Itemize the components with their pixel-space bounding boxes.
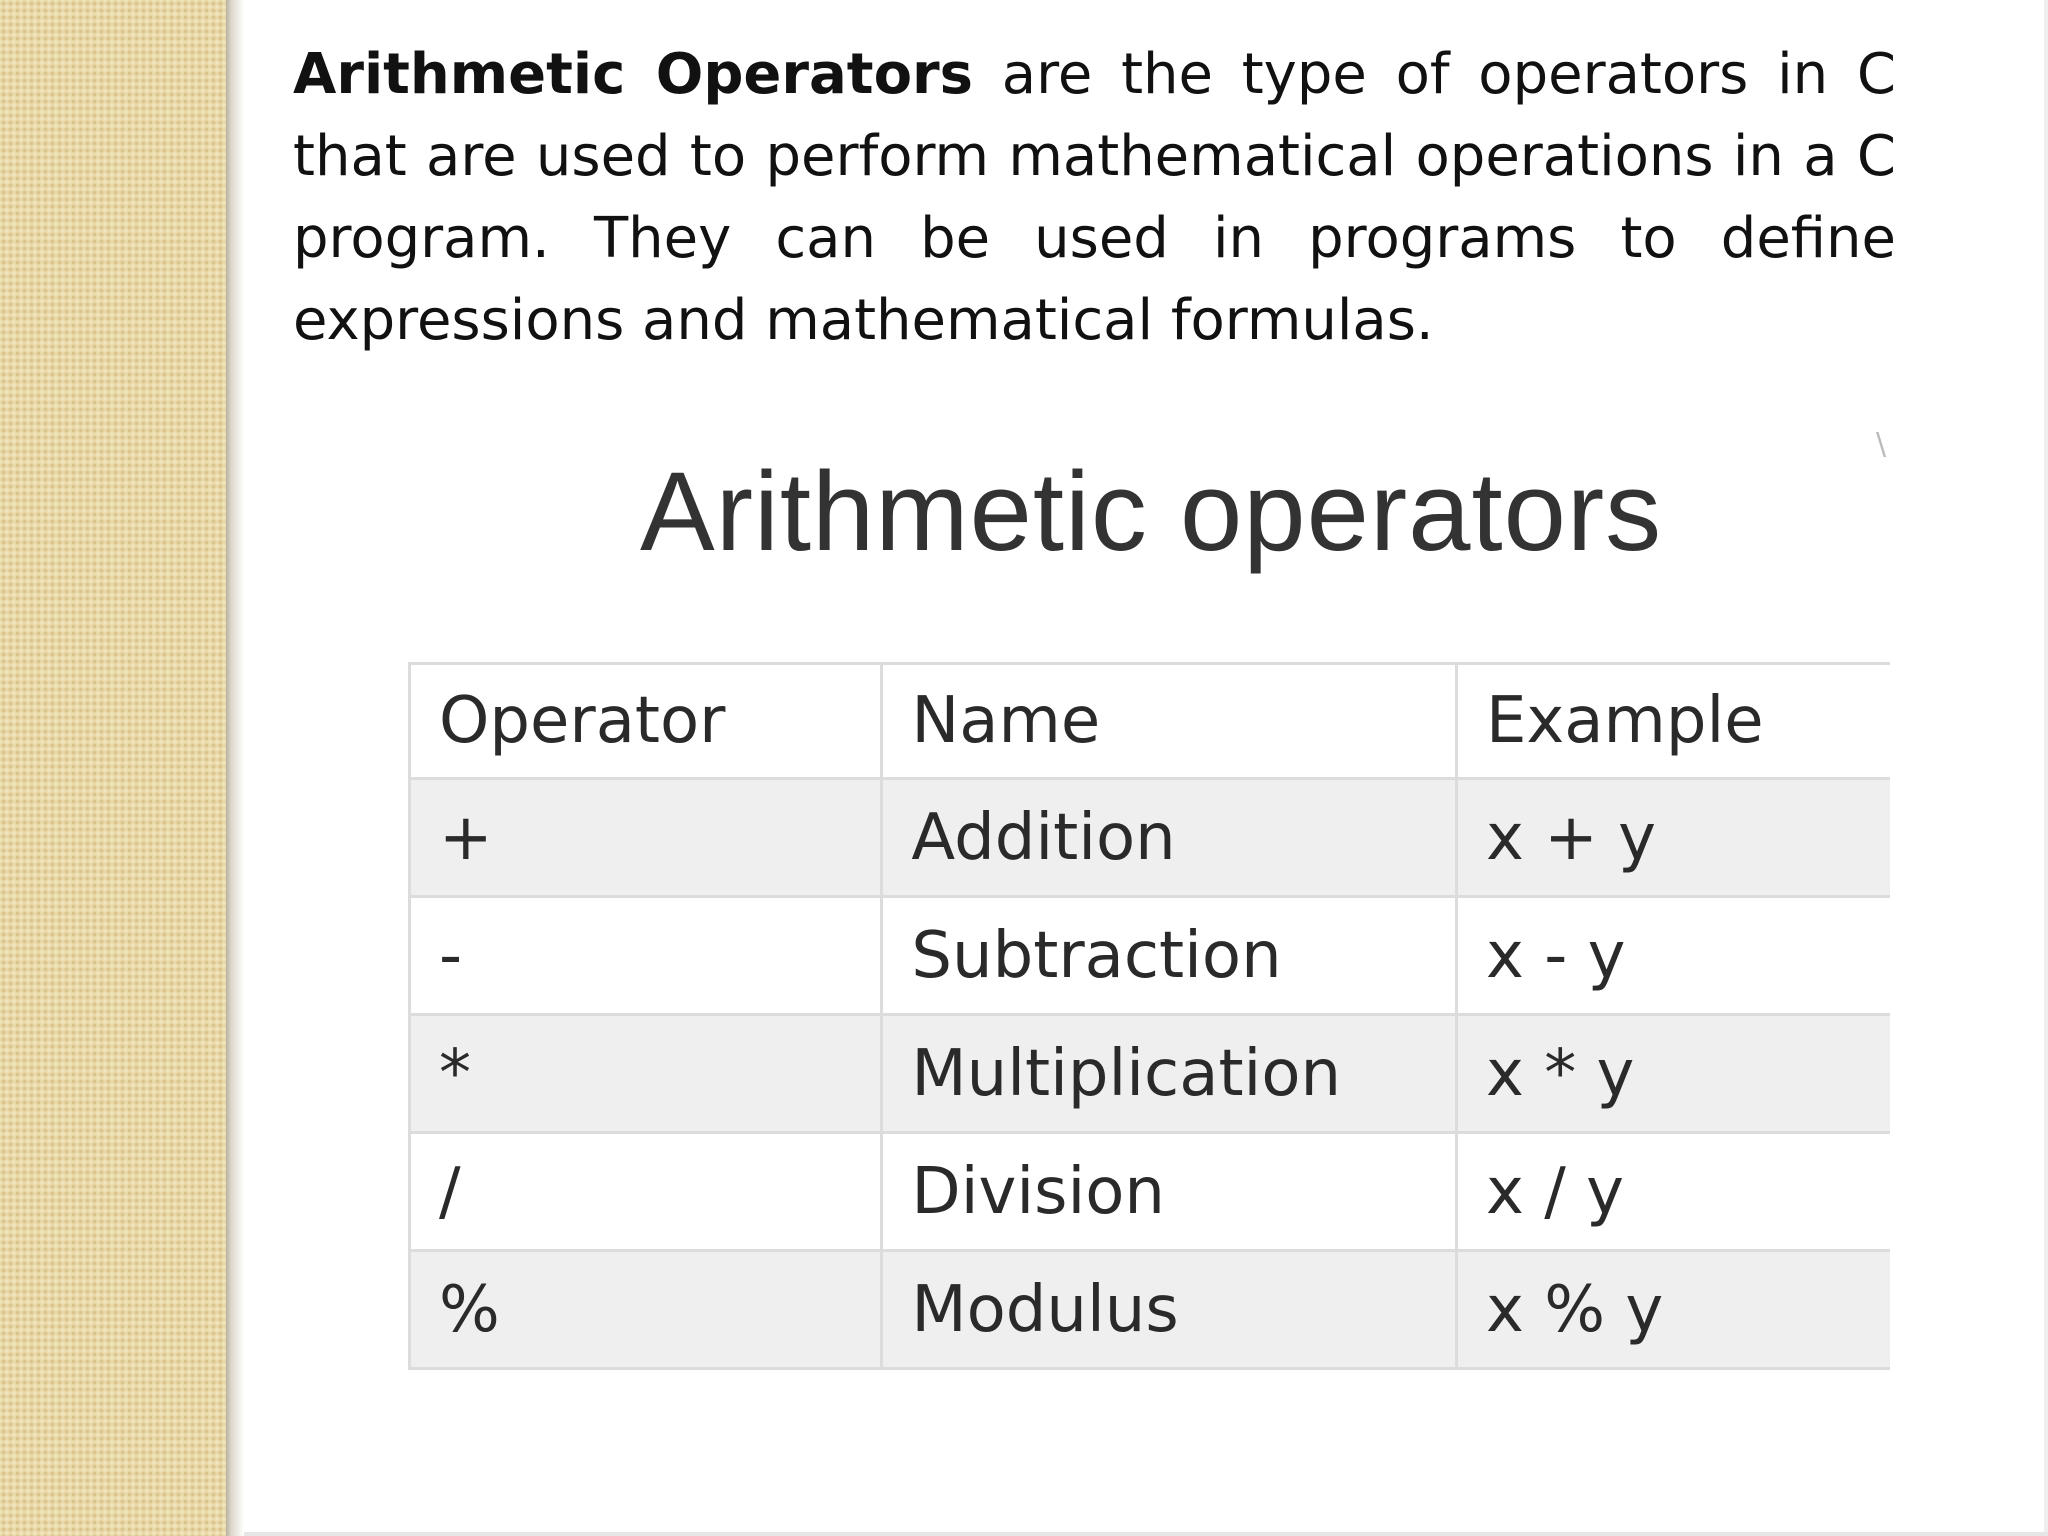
intro-text: are the type of operators in C that are used to perform mathematical operations in a C program. They can be used in programs to define expressions and mathematical formulas. [293, 42, 1896, 353]
side-strip-shadow [226, 0, 244, 1536]
cell-example: x * y [1456, 1015, 1890, 1133]
table-header-row [410, 664, 1891, 779]
cell-name: Division [882, 1133, 1457, 1251]
cell-operator: + [410, 779, 882, 897]
intro-term: Arithmetic Operators [293, 42, 973, 107]
operators-table [408, 662, 1890, 1370]
cell-operator: - [410, 897, 882, 1015]
bottom-edge-line [244, 1532, 2048, 1536]
header-name: Name [882, 664, 1457, 779]
cell-example: x / y [1456, 1133, 1890, 1251]
table-row [410, 1015, 1891, 1133]
cell-name: Subtraction [882, 897, 1457, 1015]
table-row [410, 1251, 1891, 1369]
cell-example: x - y [1456, 897, 1890, 1015]
table-row [410, 1133, 1891, 1251]
cell-operator: / [410, 1133, 882, 1251]
cell-operator: * [410, 1015, 882, 1133]
table-title: Arithmetic operators [640, 449, 1663, 574]
cell-example: x % y [1456, 1251, 1890, 1369]
intro-paragraph [293, 34, 1896, 362]
table-row [410, 897, 1891, 1015]
header-example: Example [1456, 664, 1890, 779]
decorative-side-strip [0, 0, 226, 1536]
cell-operator: % [410, 1251, 882, 1369]
right-edge-line [2044, 0, 2048, 1536]
cell-name: Modulus [882, 1251, 1457, 1369]
cell-name: Multiplication [882, 1015, 1457, 1133]
cell-name: Addition [882, 779, 1457, 897]
table-row [410, 779, 1891, 897]
stray-mark: \ [1876, 427, 1887, 462]
cell-example: x + y [1456, 779, 1890, 897]
header-operator: Operator [410, 664, 882, 779]
